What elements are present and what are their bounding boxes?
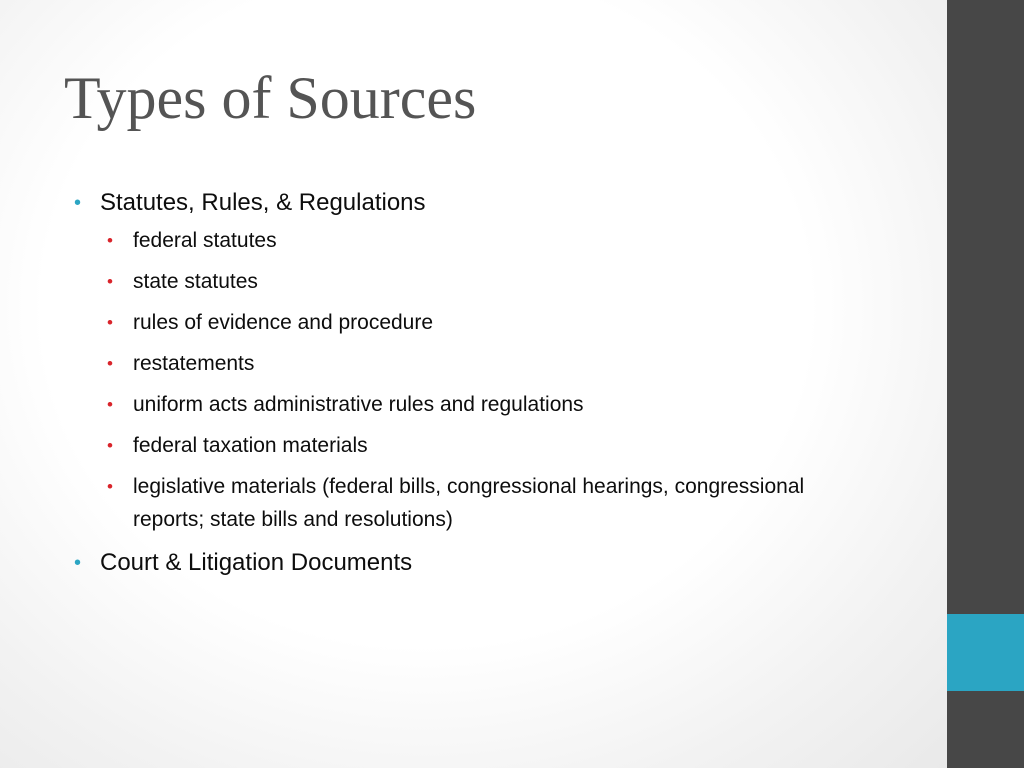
sub-bullet-label: legislative materials (federal bills, congressional hearings, congressional reports; state bills and resolutions) [133, 475, 805, 531]
bullet-list [74, 184, 914, 582]
bullet-item-level2 [107, 347, 833, 380]
sub-bullet-label: state statutes [133, 270, 258, 293]
sidebar-bar [947, 0, 1024, 768]
sub-bullet-icon: • [107, 272, 113, 291]
bullet-item-level2 [107, 265, 833, 298]
bullet-icon: • [74, 552, 82, 574]
bullet-item-level2 [107, 429, 833, 462]
bullet-item-label: Court & Litigation Documents [100, 549, 413, 576]
sub-bullet-label: federal statutes [133, 229, 277, 252]
sub-bullet-icon: • [107, 313, 113, 332]
sub-bullet-label: restatements [133, 352, 255, 375]
bullet-item-level2 [107, 224, 833, 257]
sub-bullet-list [74, 224, 914, 536]
bullet-item-level1 [74, 184, 914, 222]
sub-bullet-icon: • [107, 354, 113, 373]
sub-bullet-icon: • [107, 477, 113, 496]
bullet-item-level2 [107, 388, 833, 421]
sub-bullet-label: rules of evidence and procedure [133, 311, 434, 334]
bullet-icon: • [74, 192, 82, 214]
bullet-item-level2 [107, 470, 833, 536]
bullet-item-label: Statutes, Rules, & Regulations [100, 189, 426, 216]
sub-bullet-icon: • [107, 231, 113, 250]
bullet-item-level1 [74, 544, 914, 582]
slide-title: Types of Sources [64, 65, 477, 131]
bullet-item-level2 [107, 306, 833, 339]
sub-bullet-icon: • [107, 436, 113, 455]
sub-bullet-label: federal taxation materials [133, 434, 368, 457]
sub-bullet-label: uniform acts administrative rules and regulations [133, 393, 584, 416]
sub-bullet-icon: • [107, 395, 113, 414]
sidebar-accent-block [947, 614, 1024, 691]
